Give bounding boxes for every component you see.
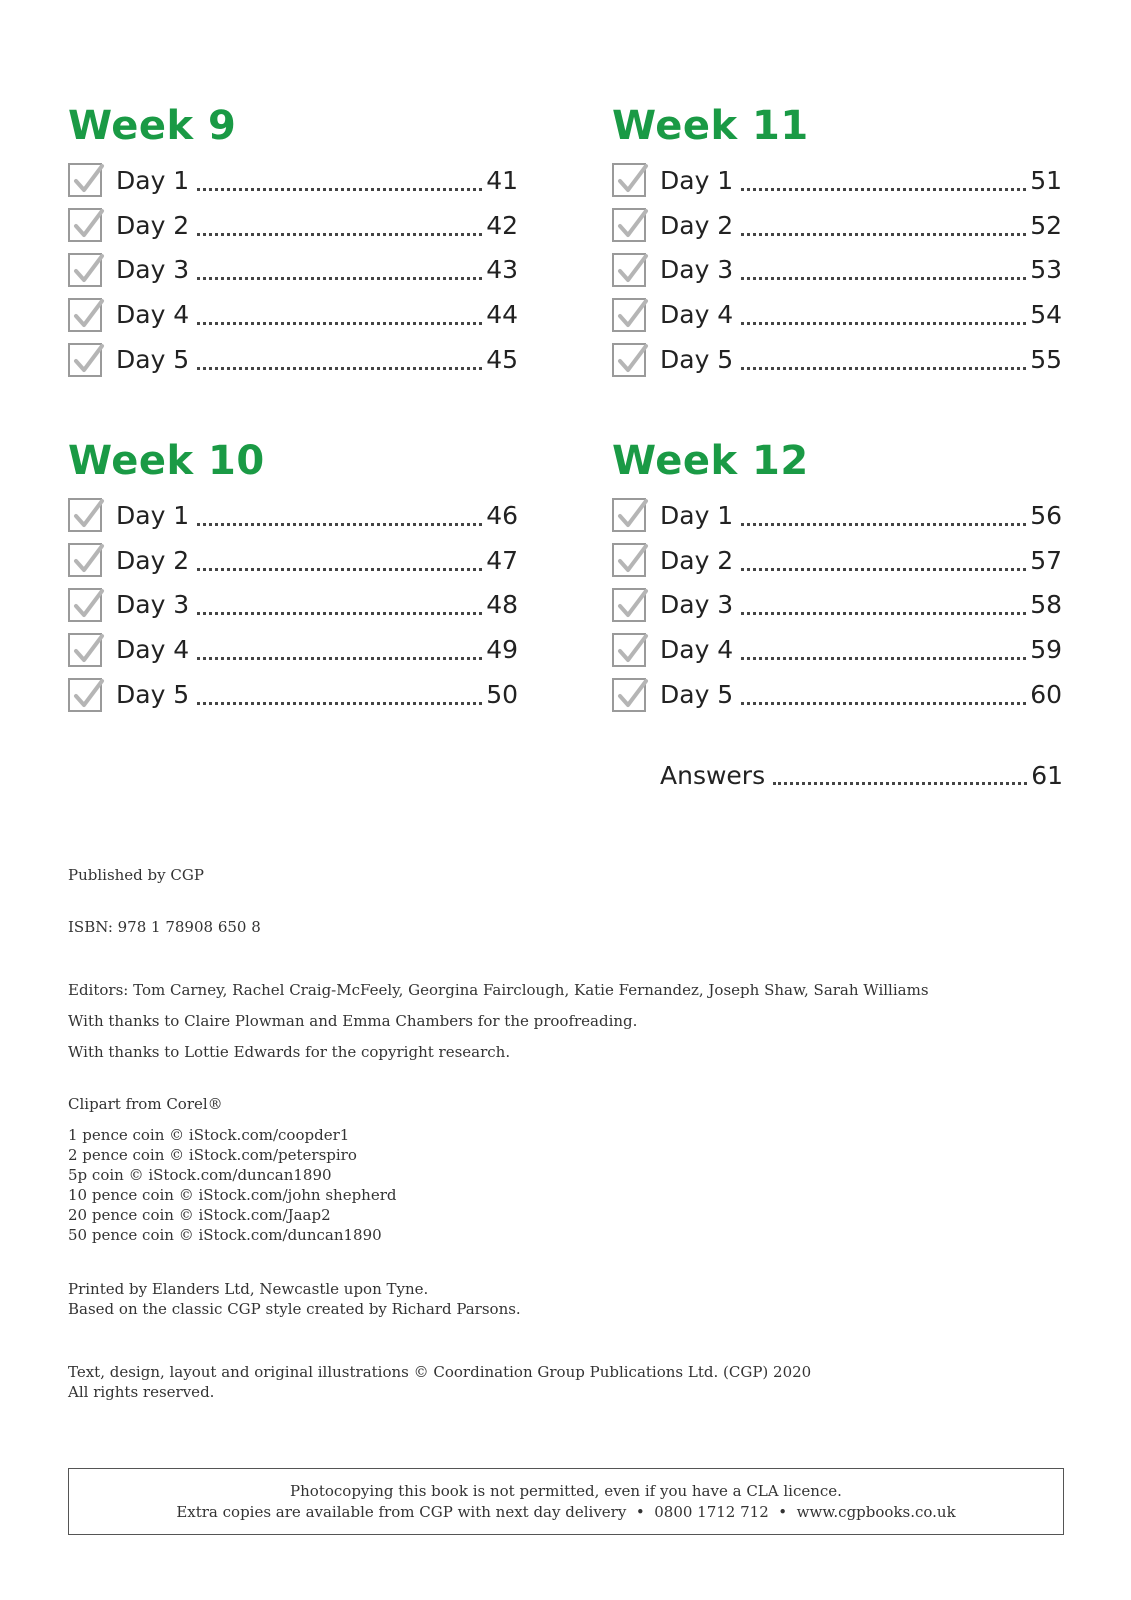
dot-leader	[741, 612, 1026, 615]
checkbox-tick-icon[interactable]	[612, 163, 646, 197]
checkbox-tick-icon[interactable]	[68, 678, 102, 712]
week-11-section	[612, 100, 1062, 382]
week-10-section	[68, 435, 518, 717]
list-item	[68, 672, 518, 717]
day-label: Day 4	[660, 635, 734, 665]
page-number: 60	[1030, 680, 1062, 710]
day-label: Day 5	[116, 680, 190, 710]
page-number: 41	[486, 165, 518, 195]
page-number: 53	[1030, 255, 1062, 285]
list-item	[612, 538, 1062, 583]
page-number: 58	[1030, 590, 1062, 620]
day-label: Day 3	[660, 255, 734, 285]
checkbox-tick-icon[interactable]	[68, 633, 102, 667]
week-title: Week 12	[612, 438, 809, 484]
checkbox-tick-icon[interactable]	[612, 208, 646, 242]
list-item	[68, 337, 518, 382]
day-label: Day 3	[116, 590, 190, 620]
dot-leader	[197, 702, 482, 705]
day-label: Day 1	[660, 165, 734, 195]
dot-leader	[741, 657, 1026, 660]
checkbox-tick-icon[interactable]	[612, 543, 646, 577]
image-credits	[68, 1125, 396, 1245]
thanks-proofreading-line: With thanks to Claire Plowman and Emma Chambers for the proofreading.	[68, 1012, 638, 1030]
dot-leader	[741, 322, 1026, 325]
dot-leader	[197, 233, 482, 236]
checkbox-tick-icon[interactable]	[612, 298, 646, 332]
checkbox-tick-icon[interactable]	[612, 588, 646, 622]
checkbox-tick-icon[interactable]	[612, 498, 646, 532]
list-item	[612, 627, 1062, 672]
image-credit-item: 1 pence coin © iStock.com/coopder1	[68, 1126, 350, 1144]
list-item	[612, 583, 1062, 628]
day-label: Day 1	[116, 500, 190, 530]
answers-label: Answers	[660, 760, 766, 790]
day-list	[612, 158, 1062, 382]
list-item	[68, 248, 518, 293]
checkbox-tick-icon[interactable]	[68, 343, 102, 377]
dot-leader	[197, 612, 482, 615]
image-credit-item: 5p coin © iStock.com/duncan1890	[68, 1166, 332, 1184]
page-number: 44	[486, 300, 518, 330]
dot-leader	[197, 367, 482, 370]
copyright-info	[68, 1362, 811, 1402]
based-on-line: Based on the classic CGP style created by Richard Parsons.	[68, 1300, 521, 1318]
photocopy-notice	[68, 1468, 1064, 1535]
day-label: Day 2	[660, 545, 734, 575]
dot-leader	[741, 523, 1026, 526]
page-number: 46	[486, 500, 518, 530]
image-credit-item: 50 pence coin © iStock.com/duncan1890	[68, 1226, 382, 1244]
checkbox-tick-icon[interactable]	[612, 678, 646, 712]
checkbox-tick-icon[interactable]	[612, 633, 646, 667]
dot-leader	[741, 568, 1026, 571]
day-label: Day 4	[116, 300, 190, 330]
page-number: 56	[1030, 500, 1062, 530]
list-item	[612, 672, 1062, 717]
notice-line-2: Extra copies are available from CGP with next day delivery • 0800 1712 712 • www.cgpbooks.co.uk	[176, 1503, 956, 1521]
page-number: 52	[1030, 210, 1062, 240]
dot-leader	[741, 702, 1026, 705]
list-item	[68, 292, 518, 337]
dot-leader	[197, 188, 482, 191]
checkbox-tick-icon[interactable]	[68, 498, 102, 532]
day-label: Day 3	[116, 255, 190, 285]
page-number: 42	[486, 210, 518, 240]
checkbox-tick-icon[interactable]	[68, 253, 102, 287]
printed-line: Printed by Elanders Ltd, Newcastle upon Tyne.	[68, 1280, 429, 1298]
dot-leader	[197, 523, 482, 526]
list-item	[612, 248, 1062, 293]
day-label: Day 2	[660, 210, 734, 240]
list-item	[68, 583, 518, 628]
list-item	[68, 493, 518, 538]
week-12-section	[612, 435, 1062, 717]
dot-leader	[773, 782, 1027, 785]
list-item	[612, 493, 1062, 538]
day-label: Day 2	[116, 210, 190, 240]
day-label: Day 2	[116, 545, 190, 575]
checkbox-tick-icon[interactable]	[68, 298, 102, 332]
dot-leader	[197, 322, 482, 325]
day-label: Day 4	[116, 635, 190, 665]
page-number: 61	[1031, 760, 1063, 790]
day-label: Day 3	[660, 590, 734, 620]
list-item	[612, 203, 1062, 248]
day-label: Day 5	[116, 345, 190, 375]
day-list	[68, 158, 518, 382]
checkbox-tick-icon[interactable]	[612, 343, 646, 377]
dot-leader	[741, 233, 1026, 236]
page-number: 48	[486, 590, 518, 620]
answers-entry	[660, 755, 1063, 795]
dot-leader	[197, 657, 482, 660]
list-item	[68, 538, 518, 583]
image-credit-item: 2 pence coin © iStock.com/peterspiro	[68, 1146, 357, 1164]
day-label: Day 1	[116, 165, 190, 195]
page-number: 51	[1030, 165, 1062, 195]
day-list	[612, 493, 1062, 717]
rights-line: All rights reserved.	[68, 1383, 215, 1401]
page-number: 49	[486, 635, 518, 665]
day-label: Day 1	[660, 500, 734, 530]
dot-leader	[197, 277, 482, 280]
page-number: 47	[486, 545, 518, 575]
dot-leader	[741, 367, 1026, 370]
checkbox-tick-icon[interactable]	[68, 208, 102, 242]
checkbox-tick-icon[interactable]	[68, 543, 102, 577]
page-number: 57	[1030, 545, 1062, 575]
week-title: Week 11	[612, 103, 809, 149]
page-number: 43	[486, 255, 518, 285]
notice-line-1: Photocopying this book is not permitted, even if you have a CLA licence.	[290, 1482, 842, 1500]
page-number: 59	[1030, 635, 1062, 665]
day-list	[68, 493, 518, 717]
checkbox-tick-icon[interactable]	[68, 163, 102, 197]
isbn-line: ISBN: 978 1 78908 650 8	[68, 918, 261, 936]
copyright-line: Text, design, layout and original illustrations © Coordination Group Publications Ltd. (CGP) 2020	[68, 1363, 812, 1381]
list-item	[612, 337, 1062, 382]
day-label: Day 5	[660, 345, 734, 375]
dot-leader	[741, 277, 1026, 280]
page-number: 45	[486, 345, 518, 375]
list-item	[68, 203, 518, 248]
list-item	[612, 292, 1062, 337]
list-item	[68, 158, 518, 203]
list-item	[612, 158, 1062, 203]
image-credit-item: 10 pence coin © iStock.com/john shepherd	[68, 1186, 397, 1204]
dot-leader	[741, 188, 1026, 191]
clipart-line: Clipart from Corel®	[68, 1095, 223, 1113]
page-number: 55	[1030, 345, 1062, 375]
week-title: Week 10	[68, 438, 265, 484]
page-number: 54	[1030, 300, 1062, 330]
editors-line: Editors: Tom Carney, Rachel Craig-McFeely, Georgina Fairclough, Katie Fernandez, Joseph Shaw, Sarah Williams	[68, 981, 929, 999]
publisher-line: Published by CGP	[68, 866, 204, 884]
week-title: Week 9	[68, 103, 237, 149]
thanks-copyright-line: With thanks to Lottie Edwards for the copyright research.	[68, 1043, 511, 1061]
checkbox-tick-icon[interactable]	[68, 588, 102, 622]
dot-leader	[197, 568, 482, 571]
day-label: Day 4	[660, 300, 734, 330]
list-item	[68, 627, 518, 672]
printer-info	[68, 1279, 521, 1319]
checkbox-tick-icon[interactable]	[612, 253, 646, 287]
image-credit-item: 20 pence coin © iStock.com/Jaap2	[68, 1206, 331, 1224]
page-number: 50	[486, 680, 518, 710]
week-9-section	[68, 100, 518, 382]
day-label: Day 5	[660, 680, 734, 710]
